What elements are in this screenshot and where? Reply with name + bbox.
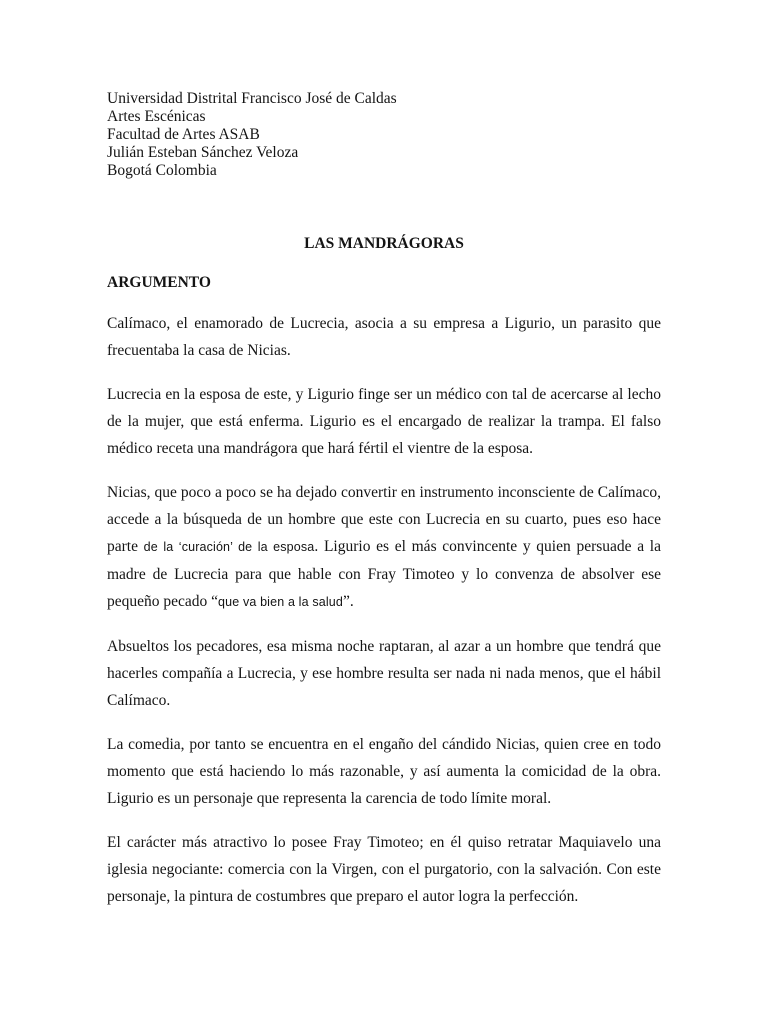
header-author: Julián Esteban Sánchez Veloza — [107, 144, 299, 161]
paragraph-6: El carácter más atractivo lo posee Fray Timoteo; en él quiso retratar Maquiavelo una iglesia negociante: comercia con la Virgen, con el purgatorio, con la salvación. Con este personaje, la pintura de costumbres que preparo el autor logra la perfección. — [107, 834, 661, 905]
paragraph-4: Absueltos los pecadores, esa misma noche raptaran, al azar a un hombre que tendrá que hacerles compañía a Lucrecia, y ese hombre resulta ser nada ni nada menos, que el hábil Calímaco. — [107, 638, 661, 709]
paragraph-3-quote-salud: que va bien a la salud — [218, 595, 343, 609]
paragraph-3 — [107, 479, 661, 616]
paragraph-1: Calímaco, el enamorado de Lucrecia, asocia a su empresa a Ligurio, un parasito que frecuentaba la casa de Nicias. — [107, 315, 661, 359]
paragraph-3-text-c: ”. — [342, 593, 354, 610]
document-header — [107, 90, 661, 180]
section-heading: ARGUMENTO — [107, 274, 211, 291]
paragraph-2: Lucrecia en la esposa de este, y Ligurio finge ser un médico con tal de acercarse al lecho de la mujer, que está enferma. Ligurio es el encargado de realizar la trampa. El falso médico receta una mandrágora que hará fértil el vientre de la esposa. — [107, 386, 661, 457]
document-page — [107, 90, 661, 910]
document-title: LAS MANDRÁGORAS — [304, 235, 464, 252]
header-university: Universidad Distrital Francisco José de Caldas — [107, 90, 397, 107]
paragraph-3-text-a: Nicias, que poco a poco se ha dejado convertir en instrumento inconsciente de Calímaco, accede a la búsqueda de un hombre que este con Lucrecia en su cuarto, pues eso hace parte — [107, 484, 661, 555]
paragraph-5: La comedia, por tanto se encuentra en el engaño del cándido Nicias, quien cree en todo momento que está haciendo lo más razonable, y así aumenta la comicidad de la obra. Ligurio es un personaje que representa la carencia de todo límite moral. — [107, 736, 661, 807]
paragraph-3-quote-curacion: de la ‘curación’ de la esposa — [143, 540, 315, 554]
paragraph-3-text-b: . Ligurio es el más convincente y quien persuade a la madre de Lucrecia para que hable con Fray Timoteo y lo convenza de absolver ese pequeño pecado “ — [107, 538, 661, 610]
header-location: Bogotá Colombia — [107, 162, 217, 179]
header-program: Artes Escénicas — [107, 108, 206, 125]
header-faculty: Facultad de Artes ASAB — [107, 126, 260, 143]
